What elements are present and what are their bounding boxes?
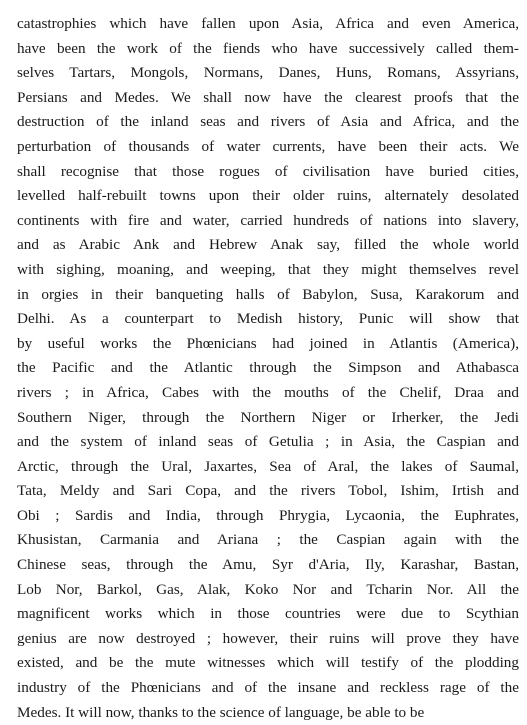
text-line: continents with fire and water, carried hundreds of nations into slavery, [17,211,519,229]
text-line: rivers ; in Africa, Cabes with the mouths of the Chelif, Draa and [17,383,519,401]
text-line: shall recognise that those rogues of civilisation have buried cities, [17,162,519,180]
text-line: the Pacific and the Atlantic through the Simpson and Athabasca [17,359,519,377]
text-line: levelled half-rebuilt towns upon their older ruins, alternately desolated [17,187,519,205]
text-line: industry of the Phœnicians and of the insane and reckless rage of the [17,679,519,697]
text-line: Persians and Medes. We shall now have the clearest proofs that the [17,88,519,106]
text-line: in orgies in their banqueting halls of Babylon, Susa, Karakorum and [17,285,519,303]
text-line: and as Arabic Ank and Hebrew Anak say, filled the whole world [17,236,519,254]
text-line: genius are now destroyed ; however, their ruins will prove they have [17,629,519,647]
text-line: Delhi. As a counterpart to Medish history, Punic will show that [17,310,519,328]
text-line: existed, and be the mute witnesses which will testify of the plodding [17,654,519,672]
text-line: Southern Niger, through the Northern Niger or Irherker, the Jedi [17,408,519,426]
text-line: Obi ; Sardis and India, through Phrygia, Lycaonia, the Euphrates, [17,506,519,524]
text-line: magnificent works which in those countries were due to Scythian [17,605,519,623]
text-line: have been the work of the fiends who have successively called them- [17,39,519,57]
text-line: Medes. It will now, thanks to the science of language, be able to be [17,703,425,721]
text-line: Lob Nor, Barkol, Gas, Alak, Koko Nor and Tcharin Nor. All the [17,580,519,598]
text-line: perturbation of thousands of water currents, have been their acts. We [17,137,519,155]
text-line: by useful works the Phœnicians had joined in Atlantis (America), [17,334,519,352]
page-text [17,12,519,725]
text-line: Tata, Meldy and Sari Copa, and the rivers Tobol, Ishim, Irtish and [17,482,519,500]
text-line: and the system of inland seas of Getulia ; in Asia, the Caspian and [17,433,519,451]
text-line: Chinese seas, through the Amu, Syr d'Aria, Ily, Karashar, Bastan, [17,556,519,574]
text-line: destruction of the inland seas and rivers of Asia and Africa, and the [17,113,519,131]
text-line: with sighing, moaning, and weeping, that they might themselves revel [17,260,519,278]
text-line: catastrophies which have fallen upon Asia, Africa and even America, [17,15,519,32]
text-line: Khusistan, Carmania and Ariana ; the Caspian again with the [17,531,519,549]
text-line: Arctic, through the Ural, Jaxartes, Sea of Aral, the lakes of Saumal, [17,457,519,475]
text-line: selves Tartars, Mongols, Normans, Danes, Huns, Romans, Assyrians, [17,64,519,82]
